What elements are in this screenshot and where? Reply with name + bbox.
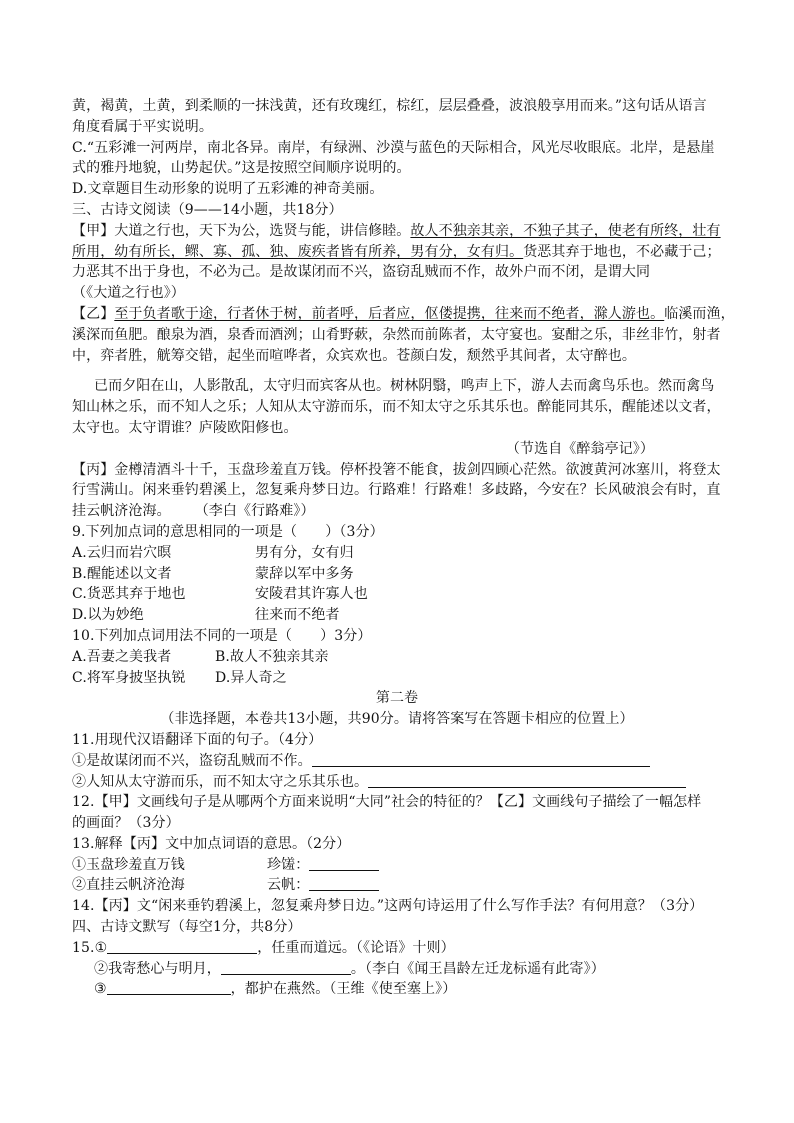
q13-term-2-label: 云帆： xyxy=(267,877,310,894)
q10-option-a: A.吾妻之美我者 xyxy=(72,648,172,665)
q15-item-2-post: 。（李白《闻王昌龄左迁龙标遥有此寄》） xyxy=(350,960,605,977)
jia-text: 【甲】大道之行也，天下为公，选贤与能，讲信修睦。 xyxy=(72,222,411,239)
q10-row-1 xyxy=(72,647,722,668)
option-b-line-2: 角度看属于平实说明。 xyxy=(72,118,213,135)
option-d-line: D.文章题目生动形象的说明了五彩滩的神奇美丽。 xyxy=(72,181,384,198)
bing-text: 挂云帆济沧海。 xyxy=(72,503,171,520)
option-b-line-1: 黄，褐黄，土黄，到柔顺的一抹浅黄，还有玫瑰红，棕红，层层叠叠，波浪般享用而来。”这句话从语言 xyxy=(72,98,707,114)
q13-row-2 xyxy=(72,875,722,896)
q9-option-d xyxy=(72,605,722,626)
passage-jia-source: （《大道之行也》） xyxy=(72,285,185,302)
q9-option-a-left: A.云归而岩穴暝 xyxy=(72,544,172,561)
q12-line-2: 的画面？（3分） xyxy=(72,815,180,832)
passage-yi-line-2: 溪深而鱼肥。酿泉为酒，泉香而酒洌；山肴野蔌，杂然而前陈者，太守宴也。宴酣之乐，非丝非竹，射者 xyxy=(72,326,721,343)
passage-yi-line-1 xyxy=(72,304,735,325)
q10-option-b: B.故人不独亲其亲 xyxy=(215,648,329,665)
q15-item-3-post: ，都护在燕然。（王维《使至塞上》） xyxy=(230,981,457,998)
exam-page xyxy=(72,96,735,1000)
section-3-heading: 三、古诗文阅读（9——14小题，共18分） xyxy=(72,201,343,218)
q9-option-d-left: D.以为妙绝 xyxy=(72,607,144,624)
passage-yi-line-4: 已而夕阳在山，人影散乱，太守归而宾客从也。树林阴翳，鸣声上下，游人去而禽鸟乐也。然而禽鸟 xyxy=(94,378,715,395)
q11-answer-blank-2[interactable] xyxy=(368,773,686,788)
passage-bing-line-3 xyxy=(72,501,722,522)
q12-line-1: 12.【甲】文画线句子是从哪两个方面来说明“大同”社会的特征的？【乙】文画线句子描绘了一幅怎样 xyxy=(72,794,702,811)
passage-jia-line-3: 力恶其不出于身也，不必为己。是故谋闭而不兴，盗窃乱贼而不作，故外户而不闭，是谓大同 xyxy=(72,264,651,281)
yi-underlined-text: 至于负者歌于途，行者休于树，前者呼，后者应，伛偻提携，往来而不绝者，滁人游也。 xyxy=(114,305,665,322)
q15-item-1 xyxy=(72,938,722,959)
q11-sentence-1-text: ①是故谋闭而不兴，盗窃乱贼而不作。 xyxy=(72,752,312,769)
q13-stem: 13.解释【丙】文中加点词语的意思。（2分） xyxy=(72,835,351,852)
q11-sentence-2 xyxy=(72,772,722,793)
volume-2-note: （非选择题，本卷共13小题，共90分。请将答案写在答题卡相应的位置上） xyxy=(160,711,634,728)
q9-option-b-left: B.醒能述以文者 xyxy=(72,565,172,582)
paragraph-gap xyxy=(72,366,722,376)
volume-2-title: 第二卷 xyxy=(375,690,419,707)
passage-bing-line-1: 【丙】金樽清酒斗十千，玉盘珍羞直万钱。停杯投箸不能食，拔剑四顾心茫然。欲渡黄河冰塞川，将登太 xyxy=(72,461,721,478)
passage-bing-line-2: 行雪满山。闲来垂钓碧溪上，忽复乘舟梦日边。行路难！行路难！多歧路，今安在？长风破浪会有时，直 xyxy=(72,482,721,499)
q13-term-1 xyxy=(267,855,379,876)
option-c-line-2: 式的雅丹地貌，山势起伏。”这是按照空间顺序说明的。 xyxy=(72,160,411,177)
q13-answer-blank-1[interactable] xyxy=(309,856,379,871)
q9-option-a xyxy=(72,543,722,564)
q10-option-d: D.异人奇之 xyxy=(215,669,287,686)
q15-item-1-post: ，任重而道远。（《论语》十则） xyxy=(257,939,455,956)
jia-underlined-text: 故人不独亲其亲，不独子其子，使老有所终，壮有 xyxy=(410,222,721,239)
q10-option-c: C.将军身披坚执锐 xyxy=(72,669,186,686)
passage-jia-line-2 xyxy=(72,242,722,263)
q13-item-2: ②直挂云帆济沧海 xyxy=(72,877,185,894)
option-c-line-1: C.“五彩滩一河两岸，南北各异。南岸，有绿洲、沙漠与蓝色的天际相合，风光尽收眼底。北岸，是悬崖 xyxy=(72,139,715,156)
q15-item-1-pre: 15.① xyxy=(72,939,108,956)
q11-sentence-1 xyxy=(72,751,722,772)
q9-option-b xyxy=(72,564,722,585)
q11-sentence-2-text: ②人知从太守游而乐，而不知太守之乐其乐也。 xyxy=(72,773,369,790)
jia-text: 货恶其弃于地也，不必藏于己； xyxy=(523,243,721,260)
q15-item-3 xyxy=(72,979,722,1000)
q15-answer-blank-3[interactable] xyxy=(107,980,231,995)
passage-yi-line-5: 知山林之乐，而不知人之乐；人知从太守游而乐，而不知太守之乐其乐也。醉能同其乐，醒能述以文者， xyxy=(72,399,721,416)
q13-item-1: ①玉盘珍羞直万钱 xyxy=(72,856,185,873)
q13-row-1 xyxy=(72,855,722,876)
q9-option-b-right: 蒙辞以军中多务 xyxy=(255,565,354,582)
passage-yi-line-3: 中，弈者胜，觥筹交错，起坐而喧哗者，众宾欢也。苍颜白发，颓然乎其间者，太守醉也。 xyxy=(72,347,636,364)
q9-option-c xyxy=(72,584,722,605)
q9-option-a-right: 男有分，女有归 xyxy=(255,544,354,561)
passage-jia-line-1 xyxy=(72,221,722,242)
bing-source: （李白《行路难》） xyxy=(194,503,315,520)
passage-yi-line-6: 太守也。太守谓谁？庐陵欧阳修也。 xyxy=(72,419,298,436)
q11-stem: 11.用现代汉语翻译下面的句子。（4分） xyxy=(72,731,323,748)
q9-option-c-right: 安陵君其许寡人也 xyxy=(255,586,368,603)
yi-label: 【乙】 xyxy=(72,305,115,322)
q9-option-c-left: C.货恶其弃于地也 xyxy=(72,586,186,603)
q15-answer-blank-2[interactable] xyxy=(221,960,351,975)
q15-answer-blank-1[interactable] xyxy=(107,939,257,954)
q15-item-2 xyxy=(72,959,722,980)
section-4-heading: 四、古诗文默写（每空1分，共8分） xyxy=(72,919,302,936)
passage-yi-source: （节选自《醉翁亭记》） xyxy=(505,440,654,457)
q13-answer-blank-2[interactable] xyxy=(309,876,379,891)
q10-row-2 xyxy=(72,668,722,689)
q9-option-d-right: 往来而不绝者 xyxy=(255,607,340,624)
jia-underlined-text: 所用，幼有所长，鳏、寡、孤、独、废疾者皆有所养，男有分，女有归。 xyxy=(72,243,524,260)
q11-answer-blank-1[interactable] xyxy=(312,752,650,767)
q14-text: 14.【丙】文“闲来垂钓碧溪上，忽复乘舟梦日边。”这两句诗运用了什么写作手法？有何用意？（3分） xyxy=(72,898,704,915)
q15-item-2-pre: ②我寄愁心与明月， xyxy=(94,960,221,977)
q10-stem: 10.下列加点词用法不同的一项是（ ）3分） xyxy=(72,627,372,644)
q13-term-2 xyxy=(267,875,379,896)
q9-stem: 9.下列加点词的意思相同的一项是（ ）（3分） xyxy=(72,523,384,540)
q15-item-3-pre: ③ xyxy=(94,981,107,998)
yi-text: 临溪而渔， xyxy=(664,305,735,322)
q13-term-1-label: 珍馐： xyxy=(267,856,310,873)
